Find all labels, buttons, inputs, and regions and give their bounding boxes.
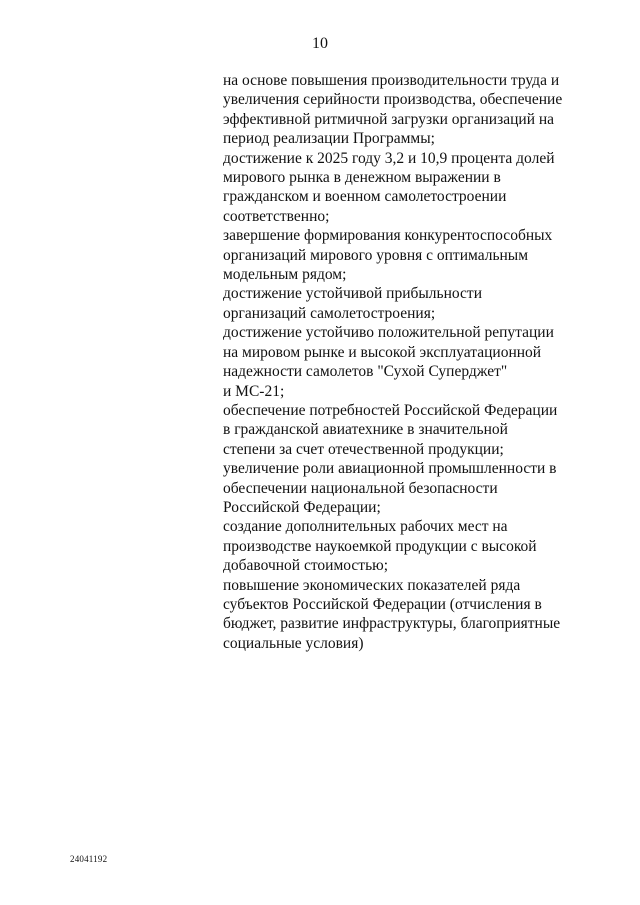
text-line: на основе повышения производительности труда и <box>223 72 560 89</box>
text-line: создание дополнительных рабочих мест на <box>223 518 508 536</box>
text-line: производстве наукоемкой продукции с высокой <box>223 537 537 555</box>
text-line: организаций самолетостроения; <box>223 304 436 322</box>
text-line: мирового рынка в денежном выражении в <box>223 169 501 187</box>
text-line: модельным рядом; <box>223 266 347 284</box>
text-line: Российской Федерации; <box>223 498 381 516</box>
text-line: социальные условия) <box>223 634 364 652</box>
text-line: достижение устойчиво положительной репутации <box>223 324 554 342</box>
text-line: достижение устойчивой прибыльности <box>223 285 482 303</box>
text-line: эффективной ритмичной загрузки организаций на <box>223 110 555 128</box>
text-line: организаций мирового уровня с оптимальным <box>223 246 529 264</box>
text-line: и МС-21; <box>223 382 285 400</box>
text-line: обеспечение потребностей Российской Федерации <box>223 401 558 419</box>
text-line: достижение к 2025 году 3,2 и 10,9 процента долей <box>223 149 555 167</box>
text-line: бюджет, развитие инфраструктуры, благоприятные <box>223 615 561 633</box>
text-line: субъектов Российской Федерации (отчисления в <box>223 595 542 613</box>
text-line: завершение формирования конкурентоспособных <box>223 227 553 245</box>
text-line: на мировом рынке и высокой эксплуатационной <box>223 343 542 361</box>
page-number: 10 <box>312 35 328 52</box>
document-code: 24041192 <box>70 854 108 864</box>
text-line: степени за счет отечественной продукции; <box>223 440 504 458</box>
text-line: гражданском и военном самолетостроении <box>223 188 507 206</box>
text-line: соответственно; <box>223 207 330 225</box>
text-line: обеспечении национальной безопасности <box>223 479 498 497</box>
text-line: в гражданской авиатехнике в значительной <box>223 421 508 439</box>
text-line: надежности самолетов "Сухой Суперджет" <box>223 363 508 381</box>
text-line: увеличения серийности производства, обеспечение <box>223 91 563 109</box>
text-line: увеличение роли авиационной промышленности в <box>223 460 557 478</box>
body-text <box>223 71 623 653</box>
text-line: добавочной стоимостью; <box>223 557 389 575</box>
text-line: период реализации Программы; <box>223 130 435 148</box>
text-line: повышение экономических показателей ряда <box>223 576 521 594</box>
